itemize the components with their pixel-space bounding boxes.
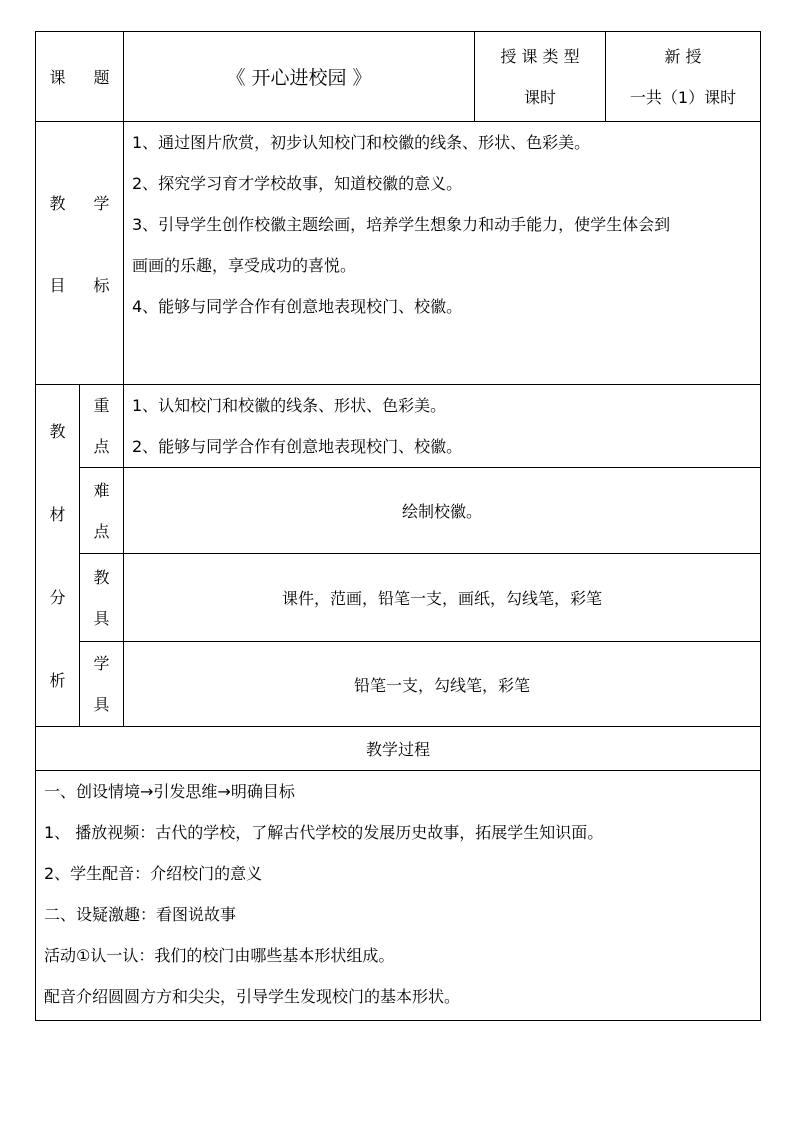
difficulty-label-2: 点 (93, 521, 110, 541)
lesson-title-cell (124, 32, 475, 122)
hours-value: 一共（1）课时 (629, 87, 737, 107)
lesson-type-value: 新 授 (664, 46, 702, 66)
objective-item: 3、引导学生创作校徽主题绘画，培养学生想象力和动手能力，使学生体会到 (132, 215, 671, 234)
objectives-label-2: 学 (93, 194, 110, 213)
difficulty-content-cell (124, 468, 761, 554)
objectives-content-cell (124, 122, 761, 385)
key-point-item: 1、认知校门和校徽的线条、形状、色彩美。 (132, 396, 447, 415)
process-content-row (36, 771, 761, 1021)
process-line: 配音介绍圆圆方方和尖尖，引导学生发现校门的基本形状。 (44, 987, 461, 1006)
header-row (36, 32, 761, 122)
difficulty-label-cell (80, 468, 124, 554)
key-points-label-cell (80, 385, 124, 468)
process-line: 二、设疑激趣：看图说故事 (44, 905, 237, 924)
difficulty-text: 绘制校徽。 (401, 502, 482, 521)
student-tools-row (36, 642, 761, 727)
teaching-tools-content-cell (124, 554, 761, 642)
teaching-tools-row (36, 554, 761, 642)
student-tools-content-cell (124, 642, 761, 727)
teaching-tools-label-1: 教 (93, 567, 110, 587)
student-tools-label-2: 具 (93, 695, 110, 714)
teaching-tools-text: 课件，范画，铅笔一支，画纸，勾线笔，彩笔 (281, 589, 602, 608)
difficulty-label-1: 难 (93, 480, 110, 500)
key-points-content-cell (124, 385, 761, 468)
key-points-row (36, 385, 761, 468)
subject-label-cell (36, 32, 124, 122)
process-line: 活动①认一认：我们的校门由哪些基本形状组成。 (44, 946, 395, 965)
student-tools-label-cell (80, 642, 124, 727)
difficulty-row (36, 468, 761, 554)
subject-label-b: 题 (93, 68, 110, 87)
process-heading-cell (36, 727, 761, 771)
objective-item: 2、探究学习育才学校故事，知道校徽的意义。 (132, 174, 463, 193)
process-content-cell (36, 771, 761, 1021)
objectives-label-1: 教 (49, 194, 66, 213)
lesson-type-label-cell (475, 32, 606, 122)
objectives-label-3: 目 (49, 276, 66, 295)
key-points-label-2: 点 (93, 437, 110, 456)
teaching-tools-label-cell (80, 554, 124, 642)
objectives-label-4: 标 (93, 276, 110, 295)
objectives-label-cell (36, 122, 124, 385)
analysis-label-1: 教 (49, 421, 66, 441)
lesson-plan-table (35, 31, 761, 1021)
student-tools-text: 铅笔一支，勾线笔，彩笔 (353, 675, 530, 695)
process-heading: 教学过程 (365, 740, 430, 759)
process-line: 2、学生配音：介绍校门的意义 (44, 864, 263, 883)
analysis-label-3: 分 (49, 587, 66, 607)
key-points-label-1: 重 (93, 396, 110, 415)
objectives-row (36, 122, 761, 385)
lesson-title: 《 开心进校园 》 (226, 67, 372, 89)
objective-item: 1、通过图片欣赏，初步认知校门和校徽的线条、形状、色彩美。 (132, 133, 591, 152)
objective-item: 4、能够与同学合作有创意地表现校门、校徽。 (132, 297, 463, 316)
student-tools-label-1: 学 (93, 654, 110, 673)
hours-label: 课时 (523, 87, 556, 107)
analysis-label-2: 材 (49, 504, 66, 524)
process-line: 1、 播放视频：古代的学校，了解古代学校的发展历史故事，拓展学生知识面。 (44, 823, 604, 842)
key-point-item: 2、能够与同学合作有创意地表现校门、校徽。 (132, 437, 463, 456)
process-heading-row (36, 727, 761, 771)
lesson-type-value-cell (606, 32, 761, 122)
lesson-type-label: 授 课 类 型 (500, 46, 580, 66)
teaching-tools-label-2: 具 (93, 608, 110, 628)
analysis-label-cell (36, 385, 80, 727)
process-line: 一、创设情境→引发思维→明确目标 (44, 782, 295, 801)
subject-label-a: 课 (49, 68, 66, 87)
objective-item: 画画的乐趣，享受成功的喜悦。 (132, 256, 357, 275)
analysis-label-4: 析 (49, 670, 66, 690)
